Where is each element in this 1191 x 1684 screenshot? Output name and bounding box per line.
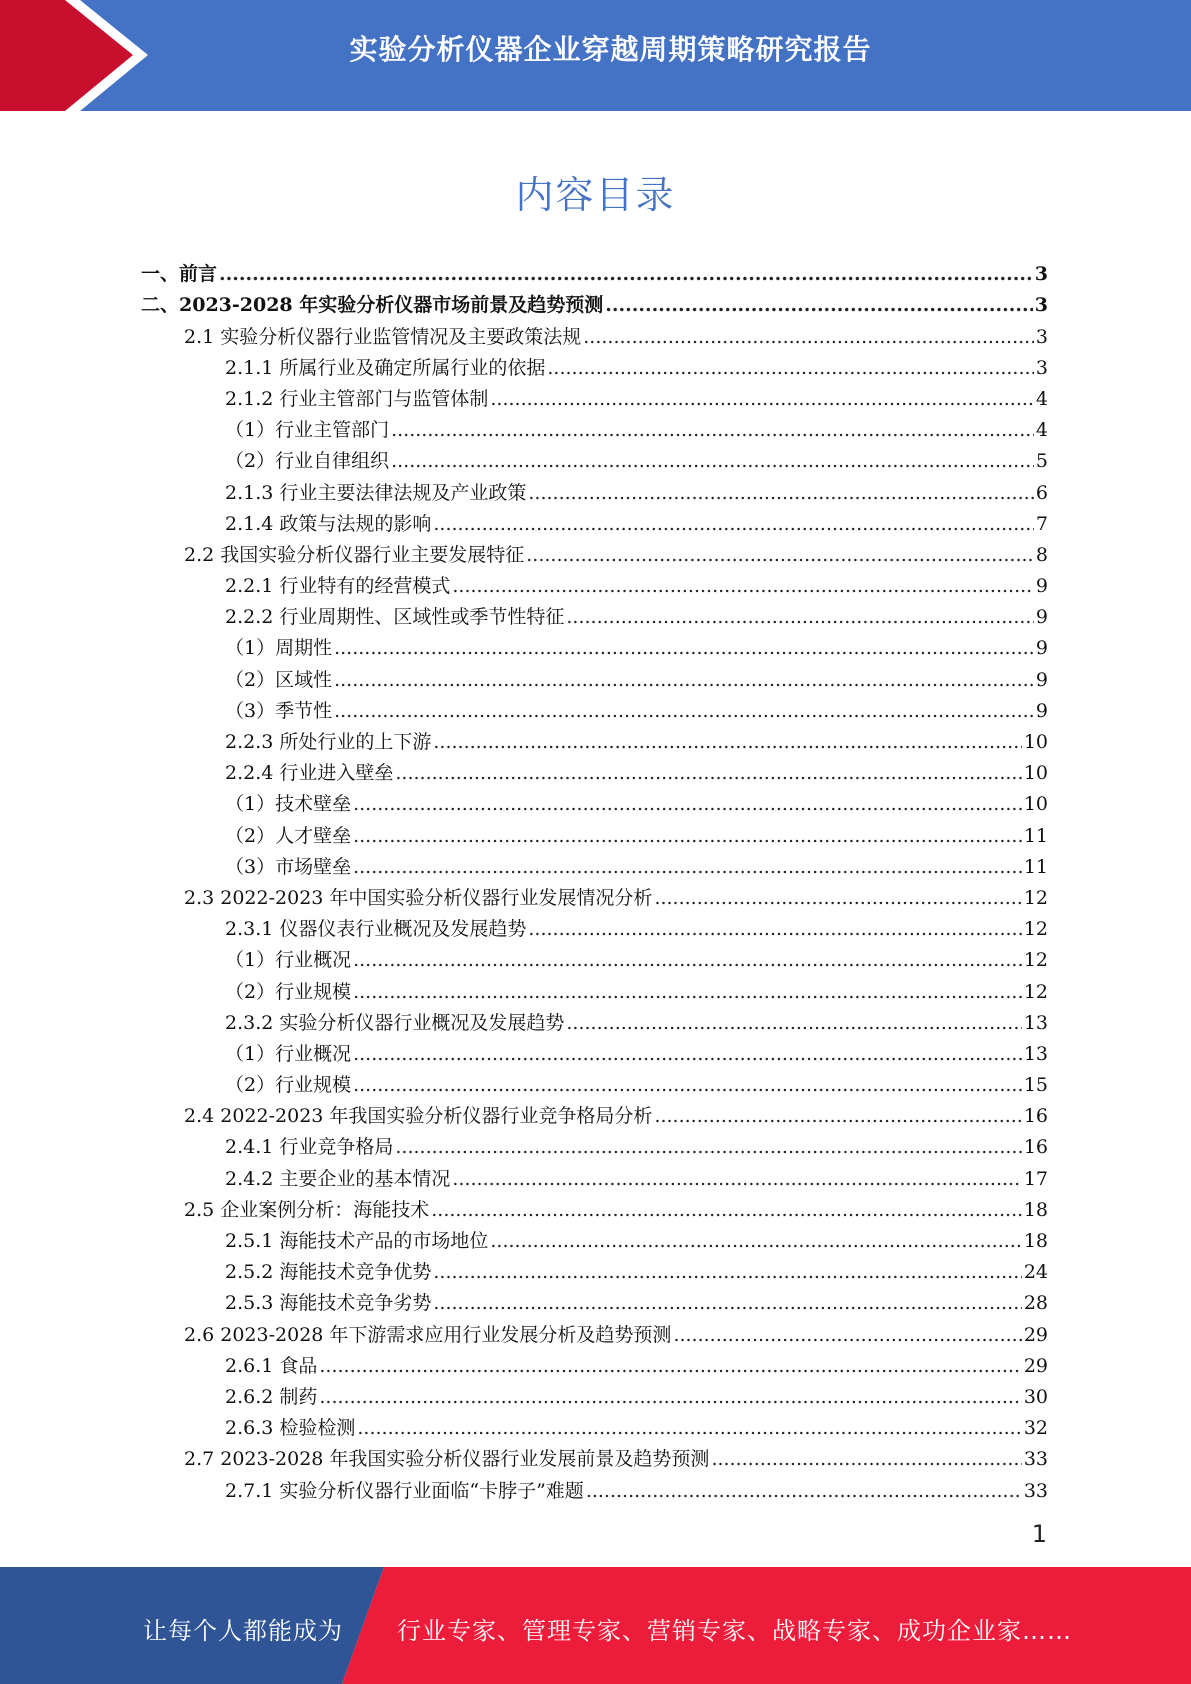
toc-dot-leader xyxy=(452,575,1034,597)
toc-dot-leader xyxy=(353,949,1022,971)
toc-entry-label: 2.6.3 检验检测 xyxy=(225,1417,356,1440)
toc-entry[interactable] xyxy=(141,472,1048,503)
toc-entry-page: 3 xyxy=(1035,356,1048,379)
toc-dot-leader xyxy=(431,1199,1022,1221)
toc-dot-leader xyxy=(566,1012,1021,1034)
toc-dot-leader xyxy=(711,1448,1021,1470)
page-footer xyxy=(0,1567,1191,1684)
toc-dot-leader xyxy=(395,762,1021,784)
page-header xyxy=(0,0,1191,111)
toc-entry-label: 2.1.2 行业主管部门与监管体制 xyxy=(225,387,489,410)
toc-entry-label: 2.2.3 所处行业的上下游 xyxy=(225,731,432,753)
toc-entry-page: 10 xyxy=(1023,762,1048,785)
toc-entry[interactable] xyxy=(141,1034,1048,1065)
toc-entry-page: 29 xyxy=(1023,1354,1048,1377)
toc-entry-page: 4 xyxy=(1035,387,1048,410)
toc-entry-page: 3 xyxy=(1035,325,1048,348)
toc-dot-leader xyxy=(490,1230,1021,1252)
toc-entry-page: 33 xyxy=(1023,1479,1048,1502)
toc-entry[interactable] xyxy=(141,1190,1048,1221)
toc-entry[interactable] xyxy=(141,441,1048,472)
toc-dot-leader xyxy=(353,1043,1022,1065)
toc-entry[interactable] xyxy=(141,348,1048,379)
toc-entry-label: 2.4 2022-2023 年我国实验分析仪器行业竞争格局分析 xyxy=(184,1105,653,1128)
toc-entry-label: 2.5.2 海能技术竞争优势 xyxy=(225,1261,432,1284)
toc-entry-page: 18 xyxy=(1023,1198,1048,1221)
toc-entry-label: （2）行业规模 xyxy=(225,1074,352,1097)
toc-dot-leader xyxy=(391,419,1034,441)
toc-entry-page: 13 xyxy=(1023,1042,1048,1065)
toc-heading: 内容目录 xyxy=(515,173,676,217)
toc-entry-page: 15 xyxy=(1023,1074,1048,1097)
toc-entry[interactable] xyxy=(141,1470,1048,1501)
toc-entry-page: 29 xyxy=(1023,1323,1048,1346)
toc-entry-label: 2.1 实验分析仪器行业监管情况及主要政策法规 xyxy=(184,325,582,348)
toc-entry-page: 4 xyxy=(1035,419,1048,442)
toc-dot-leader xyxy=(219,263,1033,285)
toc-entry-label: （1）行业主管部门 xyxy=(225,419,390,442)
toc-entry-page: 16 xyxy=(1023,1136,1048,1159)
toc-entry-page: 9 xyxy=(1035,606,1048,629)
toc-dot-leader xyxy=(547,357,1034,379)
toc-entry[interactable] xyxy=(141,878,1048,909)
toc-entry[interactable] xyxy=(141,1127,1048,1158)
toc-dot-leader xyxy=(395,1136,1021,1158)
toc-entry[interactable] xyxy=(141,815,1048,846)
toc-entry[interactable] xyxy=(141,753,1048,784)
toc-dot-leader xyxy=(353,981,1022,1003)
toc-entry[interactable] xyxy=(141,722,1048,753)
toc-dot-leader xyxy=(319,1386,1021,1408)
toc-entry-label: （2）区域性 xyxy=(225,668,333,691)
toc-entry[interactable] xyxy=(141,254,1048,285)
toc-entry-page: 12 xyxy=(1023,949,1048,972)
toc-entry-page: 8 xyxy=(1035,543,1048,566)
toc-entry-page: 11 xyxy=(1023,855,1048,878)
footer-slogan-right: 行业专家、管理专家、营销专家、战略专家、成功企业家…… xyxy=(397,1617,1072,1645)
toc-dot-leader xyxy=(353,1074,1022,1096)
toc-entry-label: （3）市场壁垒 xyxy=(225,855,352,878)
toc-entry-label: 2.6 2023-2028 年下游需求应用行业发展分析及趋势预测 xyxy=(184,1323,672,1346)
toc-entry[interactable] xyxy=(141,1439,1048,1470)
toc-entry-label: 2.7 2023-2028 年我国实验分析仪器行业发展前景及趋势预测 xyxy=(184,1448,710,1471)
toc-dot-leader xyxy=(654,887,1021,909)
toc-dot-leader xyxy=(353,793,1022,815)
toc-entry-page: 17 xyxy=(1023,1167,1048,1190)
footer-slogan-left: 让每个人都能成为 xyxy=(143,1617,343,1645)
toc-entry-page: 24 xyxy=(1023,1261,1048,1284)
toc-dot-leader xyxy=(586,1480,1022,1502)
toc-entry[interactable] xyxy=(141,1158,1048,1189)
toc-entry[interactable] xyxy=(141,628,1048,659)
toc-entry-label: 2.6.2 制药 xyxy=(225,1385,318,1408)
page-number: 1 xyxy=(1031,1520,1047,1548)
report-title: 实验分析仪器企业穿越周期策略研究报告 xyxy=(349,33,872,66)
toc-entry-page: 9 xyxy=(1035,668,1048,691)
toc-entry-label: 2.1.3 行业主要法律法规及产业政策 xyxy=(225,481,527,504)
toc-entry-label: 2.2.2 行业周期性、区域性或季节性特征 xyxy=(225,606,565,629)
toc-entry-label: 一、前言 xyxy=(141,263,218,286)
toc-entry[interactable] xyxy=(141,659,1048,690)
toc-entry-label: 2.4.1 行业竞争格局 xyxy=(225,1136,394,1159)
toc-dot-leader xyxy=(433,731,1021,753)
toc-entry-page: 9 xyxy=(1035,575,1048,598)
toc-entry[interactable] xyxy=(141,1096,1048,1127)
toc-dot-leader xyxy=(334,700,1034,722)
toc-entry-page: 18 xyxy=(1023,1230,1048,1252)
toc-dot-leader xyxy=(566,606,1034,628)
toc-entry-label: （2）人才壁垒 xyxy=(225,824,352,847)
toc-entry-label: 2.1.4 政策与法规的影响 xyxy=(225,512,432,535)
toc-entry-page: 9 xyxy=(1035,637,1048,660)
toc-entry[interactable] xyxy=(141,285,1048,316)
toc-entry-page: 33 xyxy=(1023,1448,1048,1471)
toc-entry-label: 2.6.1 食品 xyxy=(225,1354,318,1377)
toc-entry-label: 2.5 企业案例分析：海能技术 xyxy=(184,1198,430,1221)
toc-entry[interactable] xyxy=(141,1408,1048,1439)
toc-dot-leader xyxy=(673,1324,1021,1346)
toc-dot-leader xyxy=(452,1168,1021,1190)
toc-entry[interactable] xyxy=(141,1314,1048,1345)
toc-dot-leader xyxy=(334,637,1034,659)
toc-entry[interactable] xyxy=(141,504,1048,535)
toc-entry[interactable] xyxy=(141,971,1048,1002)
toc-entry[interactable] xyxy=(141,940,1048,971)
toc-entry-label: （2）行业自律组织 xyxy=(225,450,390,473)
toc-entry[interactable] xyxy=(141,1252,1048,1283)
toc-entry[interactable] xyxy=(141,1346,1048,1377)
toc-entry-label: 2.4.2 主要企业的基本情况 xyxy=(225,1167,451,1190)
toc-entry[interactable] xyxy=(141,379,1048,410)
toc-dot-leader xyxy=(490,388,1034,410)
toc-entry-label: 2.2.1 行业特有的经营模式 xyxy=(225,575,451,598)
toc-entry[interactable] xyxy=(141,691,1048,722)
toc-dot-leader xyxy=(319,1355,1021,1377)
toc-dot-leader xyxy=(357,1417,1021,1439)
toc-entry-label: 2.2.4 行业进入壁垒 xyxy=(225,762,394,785)
toc-entry[interactable] xyxy=(141,410,1048,441)
toc-entry-page: 28 xyxy=(1023,1292,1048,1315)
toc-entry-page: 13 xyxy=(1023,1011,1048,1034)
toc-entry-label: （1）技术壁垒 xyxy=(225,793,352,816)
toc-entry[interactable] xyxy=(141,1283,1048,1314)
toc-entry[interactable] xyxy=(141,1003,1048,1034)
toc-entry-label: 2.2 我国实验分析仪器行业主要发展特征 xyxy=(184,543,525,566)
toc-entry-page: 11 xyxy=(1023,824,1048,847)
toc-entry-page: 10 xyxy=(1023,731,1048,753)
toc-entry-page: 12 xyxy=(1023,886,1048,909)
toc-entry-page: 9 xyxy=(1035,699,1048,722)
toc-entry-label: （1）行业概况 xyxy=(225,949,352,972)
toc-entry-label: 2.5.3 海能技术竞争劣势 xyxy=(225,1292,432,1315)
toc-entry[interactable] xyxy=(141,784,1048,815)
toc-entry-label: （1）周期性 xyxy=(225,637,333,660)
toc-entry-page: 5 xyxy=(1035,450,1048,473)
toc-entry-label: 2.1.1 所属行业及确定所属行业的依据 xyxy=(225,356,546,379)
toc-entry-page: 3 xyxy=(1034,294,1048,317)
toc-dot-leader xyxy=(583,326,1034,348)
toc-entry[interactable] xyxy=(141,1065,1048,1096)
toc-entry-label: （2）行业规模 xyxy=(225,980,352,1003)
toc-entry-label: 2.5.1 海能技术产品的市场地位 xyxy=(225,1230,489,1252)
toc-entry[interactable] xyxy=(141,909,1048,940)
toc-entry[interactable] xyxy=(141,847,1048,878)
toc-entry-label: 2.3 2022-2023 年中国实验分析仪器行业发展情况分析 xyxy=(184,886,653,909)
toc-entry-label: （1）行业概况 xyxy=(225,1042,352,1065)
toc-entry-label: （3）季节性 xyxy=(225,699,333,722)
toc-entry-page: 7 xyxy=(1035,512,1048,535)
toc-dot-leader xyxy=(433,1292,1021,1314)
toc-entry-label: 二、2023-2028 年实验分析仪器市场前景及趋势预测 xyxy=(141,294,604,317)
toc-entry-page: 6 xyxy=(1035,481,1048,504)
toc-dot-leader xyxy=(433,1261,1021,1283)
toc-entry-label: 2.7.1 实验分析仪器行业面临“卡脖子”难题 xyxy=(225,1479,584,1502)
toc-entry-page: 32 xyxy=(1023,1417,1048,1440)
toc-entry[interactable] xyxy=(141,1377,1048,1408)
toc-entry-label: 2.3.1 仪器仪表行业概况及发展趋势 xyxy=(225,918,527,941)
toc-dot-leader xyxy=(526,544,1034,566)
toc-dot-leader xyxy=(654,1105,1021,1127)
toc-dot-leader xyxy=(353,825,1022,847)
toc-entry-label: 2.3.2 实验分析仪器行业概况及发展趋势 xyxy=(225,1011,565,1034)
toc-dot-leader xyxy=(605,294,1033,316)
toc-entry[interactable] xyxy=(141,1221,1048,1252)
toc-entry-page: 12 xyxy=(1023,918,1048,941)
toc-entry[interactable] xyxy=(141,316,1048,347)
toc-entry-page: 10 xyxy=(1023,793,1048,816)
toc-dot-leader xyxy=(528,482,1034,504)
toc-entry-page: 16 xyxy=(1023,1105,1048,1128)
toc-entry[interactable] xyxy=(141,566,1048,597)
toc-dot-leader xyxy=(334,669,1034,691)
toc-entry-page: 12 xyxy=(1023,980,1048,1003)
toc-entry-page: 3 xyxy=(1034,263,1048,286)
toc-dot-leader xyxy=(433,513,1034,535)
toc-entry[interactable] xyxy=(141,535,1048,566)
table-of-contents xyxy=(141,254,1048,1502)
toc-entry[interactable] xyxy=(141,597,1048,628)
toc-entry-page: 30 xyxy=(1023,1385,1048,1408)
toc-dot-leader xyxy=(353,856,1022,878)
toc-dot-leader xyxy=(391,450,1034,472)
toc-dot-leader xyxy=(528,918,1021,940)
